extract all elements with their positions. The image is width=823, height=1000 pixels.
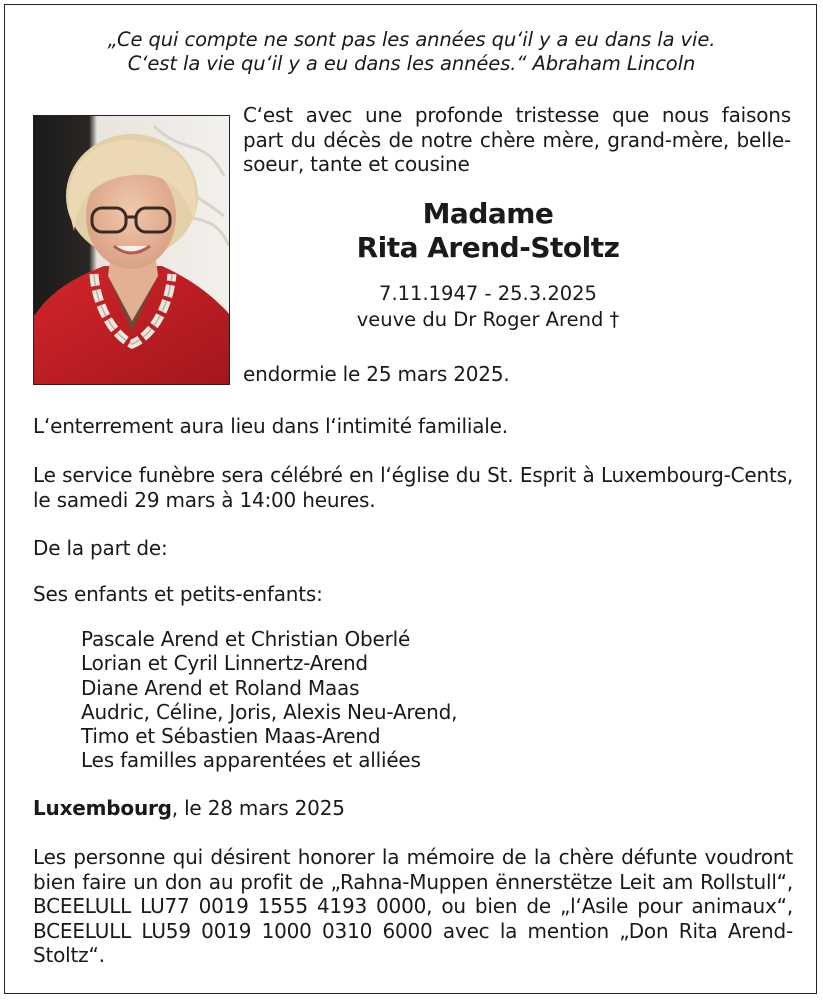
quote-line-1: „Ce qui compte ne sont pas les années qu‘il y a eu dans la vie. [107, 28, 716, 51]
intro-text [243, 103, 791, 177]
family-list [81, 627, 457, 773]
deceased-name [243, 197, 733, 265]
list-item: Timo et Sébastien Maas-Arend [81, 724, 381, 749]
list-item: Pascale Arend et Christian Oberlé [81, 627, 411, 651]
asleep-line: endormie le 25 mars 2025. [243, 362, 510, 386]
place-date [33, 796, 793, 821]
date-range: 7.11.1947 - 25.3.2025 [379, 282, 597, 305]
quote-line-2: C‘est la vie qu‘il y a eu dans les années.“ Abraham Lincoln [127, 52, 696, 75]
list-item: Audric, Céline, Joris, Alexis Neu-Arend, [81, 699, 458, 724]
list-item: Les familles apparentées et alliées [81, 748, 421, 773]
from-label: De la part de: [33, 536, 168, 560]
intro-paragraph: C‘est avec une profonde tristesse que nous faisons part du décès de notre chère mère, grand-mère, belle-soeur, tante et cousine [243, 103, 791, 176]
service-paragraph: Le service funèbre sera célébré en l‘église du St. Esprit à Luxembourg-Cents, le samedi 29 mars à 14:00 heures. [33, 463, 793, 512]
quote [0, 28, 823, 76]
portrait-image [34, 116, 230, 385]
service-text [33, 463, 793, 512]
children-heading: Ses enfants et petits-enfants: [33, 582, 323, 606]
donation-text [33, 845, 793, 968]
place-city: Luxembourg [33, 796, 172, 820]
burial-text: L‘enterrement aura lieu dans l‘intimité familiale. [33, 414, 508, 438]
name-title: Madame [422, 197, 554, 230]
name-full: Rita Arend-Stoltz [356, 231, 620, 264]
widow-of: veuve du Dr Roger Arend † [356, 308, 620, 331]
life-dates [243, 281, 733, 333]
donation-paragraph: Les personne qui désirent honorer la mémoire de la chère défunte voudront bien faire un don au profit de „Rahna-Muppen ënnerstëtze Leit am Rollstull“, BCEELULL LU77 0019 1555 4193 0000, ou bien de „l‘Asile pour animaux“, BCEELULL LU59 0019 1000 0310 6000 avec la mention „Don Rita Arend-Stoltz“. [33, 845, 793, 967]
list-item: Diane Arend et Roland Maas [81, 675, 360, 700]
portrait-photo [33, 115, 230, 385]
list-item: Lorian et Cyril Linnertz-Arend [81, 651, 368, 676]
place-date-text: , le 28 mars 2025 [171, 796, 345, 820]
